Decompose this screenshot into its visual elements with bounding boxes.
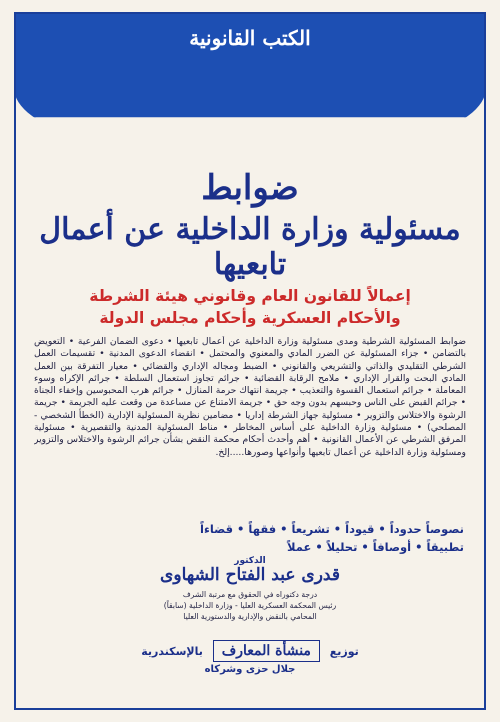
distributor-city: بالإسكندرية	[141, 645, 203, 658]
title-line-2: مسئولية وزارة الداخلية عن أعمال تابعيها	[39, 212, 461, 282]
distributor-line	[0, 640, 500, 662]
distributor-prefix: توزيع	[329, 645, 359, 658]
contents-description	[34, 336, 466, 522]
publisher-name: جلال حزى وشركاه	[204, 664, 296, 675]
subtitle-line-2: والأحكام العسكرية وأحكام مجلس الدولة	[99, 309, 401, 327]
description-paragraph: ضوابط المسئولية الشرطية ومدى مسئولية وزارة الداخلية عن أعمال تابعيها • دعوى الضمان الفرعية • التعويض بالتضامن • جزاء المسئولية عن الضرر المادي والمعنوي والمحتمل • انقضاء الدعوى المدنية • تقسيمات العمل الشرطي التقليدي والذاتي والتشريعي والقانوني • الضبط ومجاله الإداري والقضائي • معيار التفرقة بين العمل المادي البحت والقرار الإداري • ملامح الرقابة القضائية • جرائم تجاوز استعمال السلطة • جرائم الإكراه وسوء المعاملة • جرائم استعمال القسوة والتعذيب • جريمة انتهاك حرمة المنازل • جرائم هرب المحبوسين وإخفاء الجناة • جرائم القبض على الناس وحبسهم بدون وجه حق • جريمة الامتناع عن مساعدة من وقعت عليه الجريمة • جريمة الرشوة والاختلاس والتزوير • مسئولية جهاز الشرطة إداريا • مضامين نظرية المسئولية الإدارية (الخطأ الشخصي - المصلحي) • مسئولية وزارة الداخلية على أساس المخاطر • مناط المسئولية المدنية والتقصيرية • مسئولية المرفق الشرطي عن الأعمال القانونية • أهم وأحدث أحكام محكمة النقض بشأن جرائم الرشوة والاختلاس والتزوير ومسئولية وزارة الداخلية عن أعمال تابعيها وأنواعها وصورها.....إلخ.	[34, 336, 466, 458]
author-credentials	[100, 589, 400, 622]
credential-line: رئيس المحكمة العسكرية العليا - وزارة الداخلية (سابقاً)	[163, 601, 337, 610]
title-line-1: ضوابط	[201, 168, 299, 208]
author-name: قدرى عبد الفتاح الشهاوى	[160, 565, 340, 585]
credential-line: المحامي بالنقض والإدارية والدستورية العليا	[183, 612, 317, 621]
tagline-1: نصوصاً حدوداً • قيوداً • تشريعاً • فقهاً • قضاءاً	[200, 522, 464, 536]
series-title: الكتب القانونية	[189, 26, 311, 50]
credential-line: درجة دكتوراه في الحقوق مع مرتبة الشرف	[182, 590, 318, 599]
author-label: الدكتور	[234, 556, 266, 566]
tagline-2: تطبيقاً • أوصافاً • تحليلاً • عملاً	[287, 540, 464, 554]
subtitle-line-1: إعمالاً للقانون العام وقانوني هيئة الشرطة	[89, 287, 411, 305]
publisher-logo: منشأة المعارف	[213, 640, 320, 662]
